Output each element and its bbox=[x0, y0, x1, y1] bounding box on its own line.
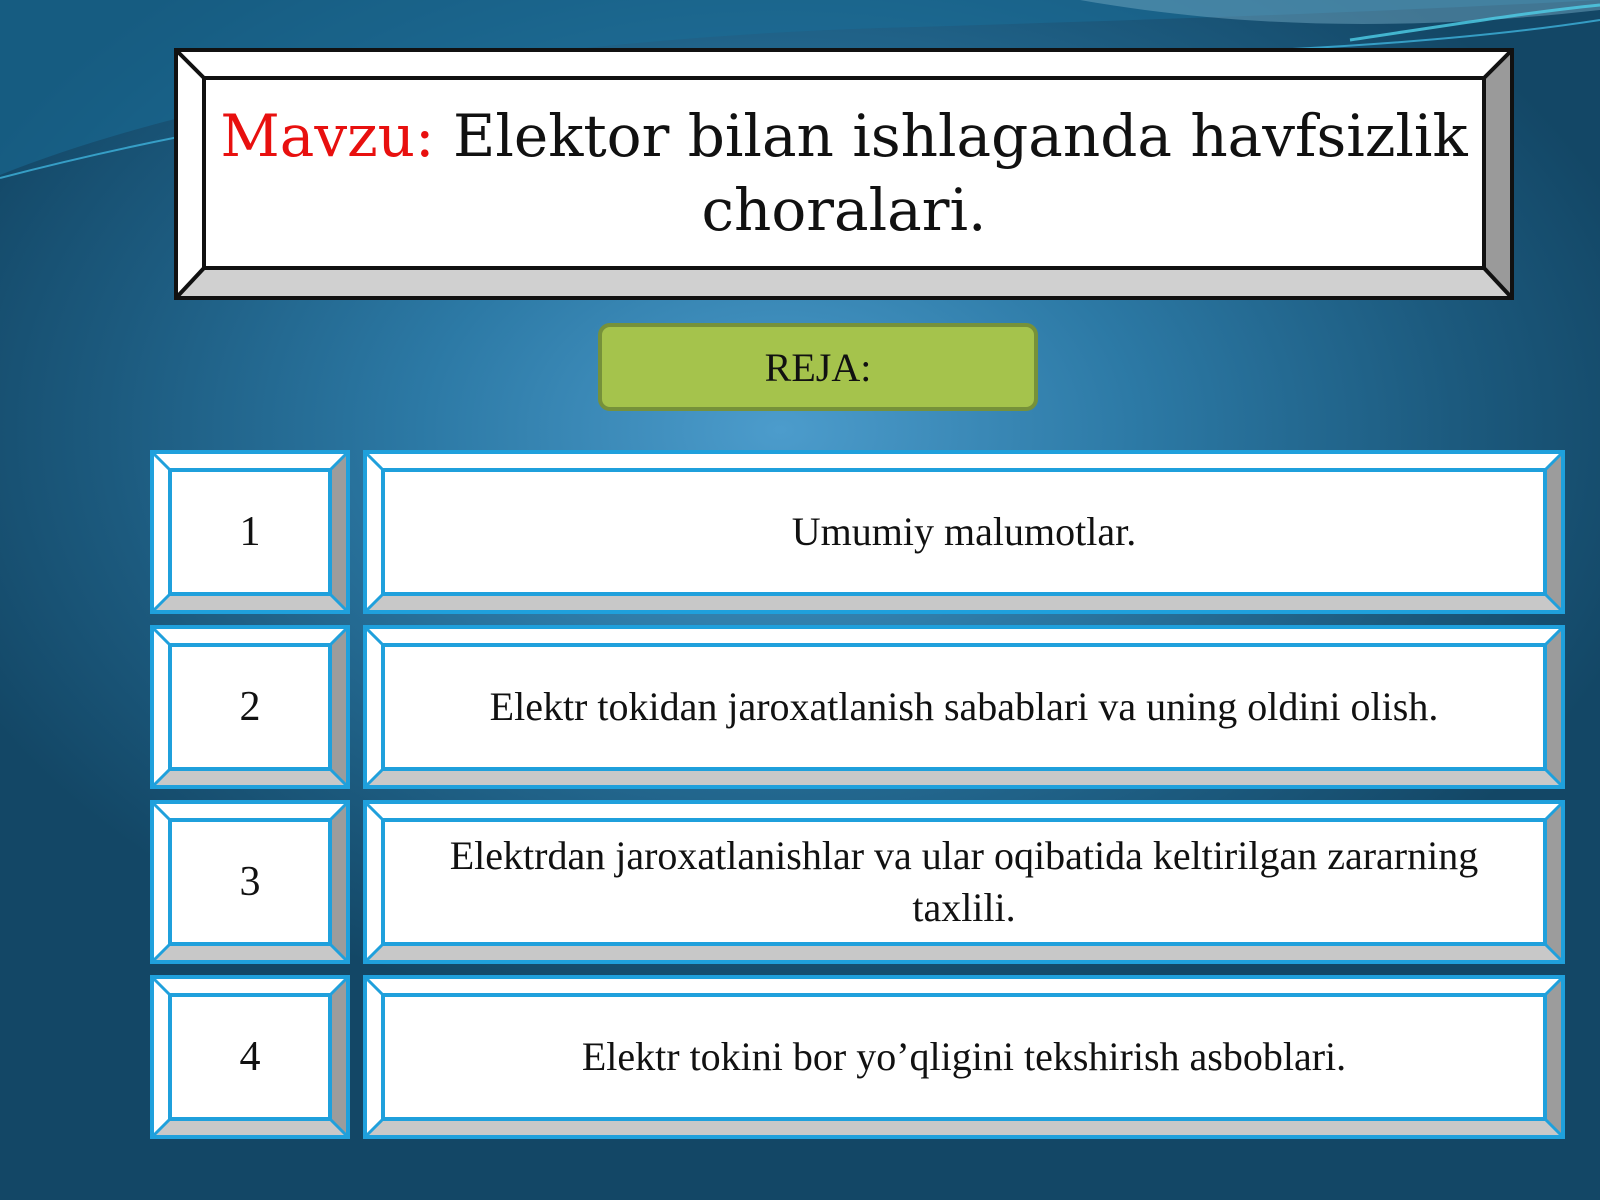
plan-item-text: Elektrdan jaroxatlanishlar va ular oqibatida keltirilgan zararning taxlili. bbox=[449, 833, 1479, 930]
plan-item-number: 3 bbox=[239, 859, 261, 905]
plan-item-number-box bbox=[150, 625, 350, 789]
plan-item-text-box bbox=[363, 450, 1565, 614]
plan-item-text: Elektr tokidan jaroxatlanish sabablari va uning oldini olish. bbox=[489, 684, 1439, 729]
plan-item-number-box bbox=[150, 975, 350, 1139]
plan-item-text: Umumiy malumotlar. bbox=[791, 509, 1137, 554]
title-box bbox=[174, 48, 1514, 300]
plan-item-number: 4 bbox=[239, 1034, 261, 1080]
plan-item-text-box bbox=[363, 975, 1565, 1139]
plan-item-text-box bbox=[363, 625, 1565, 789]
plan-item-number-box bbox=[150, 450, 350, 614]
plan-item-number: 2 bbox=[239, 684, 261, 730]
plan-item-number: 1 bbox=[239, 509, 261, 555]
plan-item-text-box bbox=[363, 800, 1565, 964]
title-text: Elektor bilan ishlaganda havfsizlik choralari. bbox=[434, 102, 1468, 244]
plan-label-button: REJA: bbox=[598, 323, 1038, 411]
plan-item-text: Elektr tokini bor yo’qligini tekshirish asboblari. bbox=[581, 1034, 1347, 1079]
slide-title bbox=[204, 78, 1484, 268]
plan-item-number-box bbox=[150, 800, 350, 964]
title-prefix: Mavzu: bbox=[220, 102, 435, 170]
